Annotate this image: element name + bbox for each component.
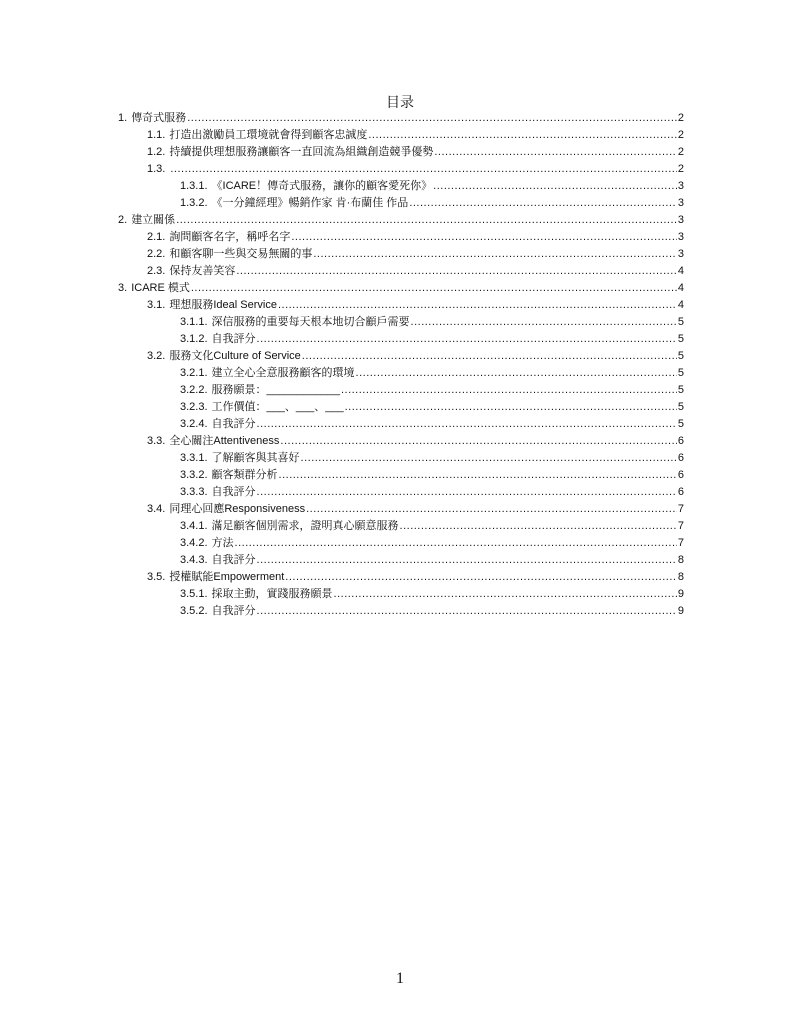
toc-entry-number: 1.2. bbox=[147, 146, 166, 158]
toc-entry[interactable] bbox=[118, 161, 684, 178]
dot-leader bbox=[409, 195, 677, 212]
toc-entry-text: 建立全心全意服務顧客的環境 bbox=[211, 367, 355, 379]
dot-leader bbox=[306, 501, 677, 518]
toc-entry[interactable] bbox=[118, 314, 684, 331]
toc-entry-number: 3.2.4. bbox=[180, 418, 208, 430]
toc-entry-number: 1.3. bbox=[147, 163, 166, 175]
toc-entry[interactable] bbox=[118, 603, 684, 620]
table-of-contents bbox=[118, 110, 684, 620]
dot-leader bbox=[235, 535, 677, 552]
dot-leader bbox=[279, 467, 677, 484]
toc-entry-number: 3.4.3. bbox=[180, 554, 208, 566]
toc-entry[interactable] bbox=[118, 552, 684, 569]
dot-leader bbox=[301, 450, 677, 467]
dot-leader bbox=[356, 365, 677, 382]
toc-entry-number: 3.5. bbox=[147, 571, 166, 583]
toc-entry-page: 5 bbox=[677, 418, 684, 430]
dot-leader bbox=[334, 586, 677, 603]
toc-entry[interactable] bbox=[118, 195, 684, 212]
toc-entry-text: 自我評分 bbox=[211, 333, 256, 345]
toc-entry-text: 建立關係 bbox=[131, 214, 176, 226]
toc-entry[interactable] bbox=[118, 416, 684, 433]
dot-leader bbox=[280, 433, 676, 450]
toc-entry-page: 9 bbox=[677, 605, 684, 617]
toc-entry[interactable] bbox=[118, 501, 684, 518]
dot-leader bbox=[176, 212, 677, 229]
toc-entry-text: 自我評分 bbox=[211, 418, 256, 430]
toc-entry-text: 傳奇式服務 bbox=[131, 112, 187, 124]
toc-entry[interactable] bbox=[118, 212, 684, 229]
toc-entry-page: 3 bbox=[677, 231, 684, 243]
toc-entry-number: 3.4.2. bbox=[180, 537, 208, 549]
dot-leader bbox=[191, 280, 677, 297]
toc-entry-number: 1. bbox=[118, 112, 128, 124]
toc-entry-number: 2. bbox=[118, 214, 128, 226]
toc-entry[interactable] bbox=[118, 110, 684, 127]
toc-entry-page: 5 bbox=[677, 401, 684, 413]
dot-leader bbox=[170, 161, 677, 178]
toc-entry[interactable] bbox=[118, 348, 684, 365]
toc-entry-number: 3.1.2. bbox=[180, 333, 208, 345]
toc-entry-text: 顧客類群分析 bbox=[211, 469, 278, 481]
toc-entry[interactable] bbox=[118, 467, 684, 484]
dot-leader bbox=[341, 382, 677, 399]
toc-entry-number: 2.1. bbox=[147, 231, 166, 243]
toc-entry-text: 理想服務Ideal Service bbox=[169, 299, 277, 311]
toc-entry-number: 3.2.2. bbox=[180, 384, 208, 396]
toc-entry-page: 2 bbox=[677, 163, 684, 175]
toc-entry-text: 工作價值：___、___、___ bbox=[211, 401, 344, 413]
toc-entry-page: 2 bbox=[677, 112, 684, 124]
toc-entry-text: 《一分鐘經理》暢銷作家 肯·布蘭佳 作品 bbox=[211, 197, 409, 209]
dot-leader bbox=[368, 127, 677, 144]
toc-entry[interactable] bbox=[118, 263, 684, 280]
toc-entry-text: 自我評分 bbox=[211, 554, 256, 566]
dot-leader bbox=[400, 518, 677, 535]
toc-entry-page: 6 bbox=[677, 486, 684, 498]
dot-leader bbox=[433, 178, 677, 195]
toc-entry-number: 3. bbox=[118, 282, 128, 294]
toc-entry-text: 服務願景：____________ bbox=[211, 384, 340, 396]
toc-entry-text: 服務文化Culture of Service bbox=[169, 350, 301, 362]
toc-entry-page: 4 bbox=[677, 282, 684, 294]
toc-entry-page: 4 bbox=[677, 265, 684, 277]
toc-entry[interactable] bbox=[118, 399, 684, 416]
toc-entry[interactable] bbox=[118, 586, 684, 603]
toc-entry-page: 8 bbox=[677, 554, 684, 566]
toc-entry-number: 3.2.1. bbox=[180, 367, 208, 379]
toc-entry-number: 3.5.2. bbox=[180, 605, 208, 617]
toc-entry-page: 6 bbox=[677, 452, 684, 464]
toc-entry-text: 深信服務的重要每天根本地切合顧戶需要 bbox=[211, 316, 410, 328]
dot-leader bbox=[257, 603, 677, 620]
toc-entry[interactable] bbox=[118, 382, 684, 399]
toc-entry[interactable] bbox=[118, 433, 684, 450]
toc-entry-page: 5 bbox=[677, 333, 684, 345]
toc-entry-page: 4 bbox=[677, 299, 684, 311]
dot-leader bbox=[257, 484, 677, 501]
dot-leader bbox=[257, 552, 677, 569]
toc-entry-text: ICARE 模式 bbox=[131, 282, 190, 294]
toc-entry[interactable] bbox=[118, 450, 684, 467]
toc-title: 目录 bbox=[386, 95, 414, 111]
toc-entry-page: 5 bbox=[677, 367, 684, 379]
toc-entry[interactable] bbox=[118, 178, 684, 195]
dot-leader bbox=[236, 263, 677, 280]
dot-leader bbox=[187, 110, 677, 127]
toc-entry[interactable] bbox=[118, 127, 684, 144]
toc-entry-text: 自我評分 bbox=[211, 486, 256, 498]
toc-entry-number: 2.2. bbox=[147, 248, 166, 260]
toc-entry-text: 《ICARE！傳奇式服務，讓你的顧客愛死你》 bbox=[211, 180, 433, 192]
dot-leader bbox=[291, 229, 677, 246]
toc-entry-number: 3.3.2. bbox=[180, 469, 208, 481]
toc-entry-page: 5 bbox=[677, 384, 684, 396]
toc-entry-text: 保持友善笑容 bbox=[169, 265, 236, 277]
toc-entry-page: 7 bbox=[677, 520, 684, 532]
dot-leader bbox=[345, 399, 677, 416]
toc-entry-number: 1.1. bbox=[147, 129, 166, 141]
dot-leader bbox=[278, 297, 677, 314]
toc-entry[interactable] bbox=[118, 297, 684, 314]
toc-entry-text: 採取主動，實踐服務願景 bbox=[211, 588, 333, 600]
toc-entry-text: 全心關注Attentiveness bbox=[169, 435, 280, 447]
toc-entry[interactable] bbox=[118, 280, 684, 297]
toc-entry-number: 3.2.3. bbox=[180, 401, 208, 413]
toc-entry[interactable] bbox=[118, 535, 684, 552]
toc-entry-page: 7 bbox=[677, 503, 684, 515]
toc-entry[interactable] bbox=[118, 518, 684, 535]
toc-entry-number: 3.1.1. bbox=[180, 316, 208, 328]
toc-entry-page: 9 bbox=[677, 588, 684, 600]
dot-leader bbox=[411, 314, 677, 331]
dot-leader bbox=[285, 569, 677, 586]
toc-entry-page: 8 bbox=[677, 571, 684, 583]
toc-entry-number: 3.1. bbox=[147, 299, 166, 311]
toc-entry-text: 方法 bbox=[211, 537, 234, 549]
dot-leader bbox=[257, 416, 677, 433]
toc-entry-number: 3.2. bbox=[147, 350, 166, 362]
dot-leader bbox=[313, 246, 677, 263]
toc-entry[interactable] bbox=[118, 246, 684, 263]
toc-entry[interactable] bbox=[118, 569, 684, 586]
toc-entry[interactable] bbox=[118, 229, 684, 246]
toc-entry-page: 3 bbox=[677, 180, 684, 192]
toc-entry-text: 自我評分 bbox=[211, 605, 256, 617]
toc-entry[interactable] bbox=[118, 484, 684, 501]
toc-entry-number: 2.3. bbox=[147, 265, 166, 277]
toc-entry-number: 1.3.1. bbox=[180, 180, 208, 192]
dot-leader bbox=[434, 144, 677, 161]
toc-entry-number: 3.3.3. bbox=[180, 486, 208, 498]
toc-entry[interactable] bbox=[118, 331, 684, 348]
toc-entry-page: 7 bbox=[677, 537, 684, 549]
toc-entry-text: 了解顧客與其喜好 bbox=[211, 452, 300, 464]
toc-entry-text: 授權賦能Empowerment bbox=[169, 571, 285, 583]
toc-entry-page: 2 bbox=[677, 129, 684, 141]
toc-entry[interactable] bbox=[118, 144, 684, 161]
toc-entry-text: 打造出激勵員工環境就會得到顧客忠誠度 bbox=[169, 129, 368, 141]
toc-entry-page: 6 bbox=[677, 469, 684, 481]
toc-entry-number: 3.4. bbox=[147, 503, 166, 515]
toc-entry-page: 5 bbox=[677, 316, 684, 328]
toc-entry-page: 3 bbox=[677, 214, 684, 226]
toc-entry-number: 3.3.1. bbox=[180, 452, 208, 464]
toc-entry-page: 3 bbox=[677, 248, 684, 260]
toc-entry-number: 1.3.2. bbox=[180, 197, 208, 209]
dot-leader bbox=[257, 331, 677, 348]
toc-entry-text: 持續提供理想服務讓顧客一直回流為組織創造競爭優勢 bbox=[169, 146, 434, 158]
toc-entry-text: 詢問顧客名字，稱呼名字 bbox=[169, 231, 291, 243]
toc-entry-number: 3.4.1. bbox=[180, 520, 208, 532]
toc-entry-number: 3.3. bbox=[147, 435, 166, 447]
toc-entry-text: 滿足顧客個別需求，證明真心願意服務 bbox=[211, 520, 399, 532]
toc-entry-page: 6 bbox=[677, 435, 684, 447]
toc-entry-text: 和顧客聊一些與交易無關的事 bbox=[169, 248, 313, 260]
toc-entry[interactable] bbox=[118, 365, 684, 382]
toc-entry-number: 3.5.1. bbox=[180, 588, 208, 600]
toc-entry-page: 5 bbox=[677, 350, 684, 362]
toc-entry-text: 同理心回應Responsiveness bbox=[169, 503, 306, 515]
page-number: 1 bbox=[396, 970, 404, 987]
dot-leader bbox=[302, 348, 677, 365]
toc-entry-page: 2 bbox=[677, 146, 684, 158]
toc-entry-page: 3 bbox=[677, 197, 684, 209]
